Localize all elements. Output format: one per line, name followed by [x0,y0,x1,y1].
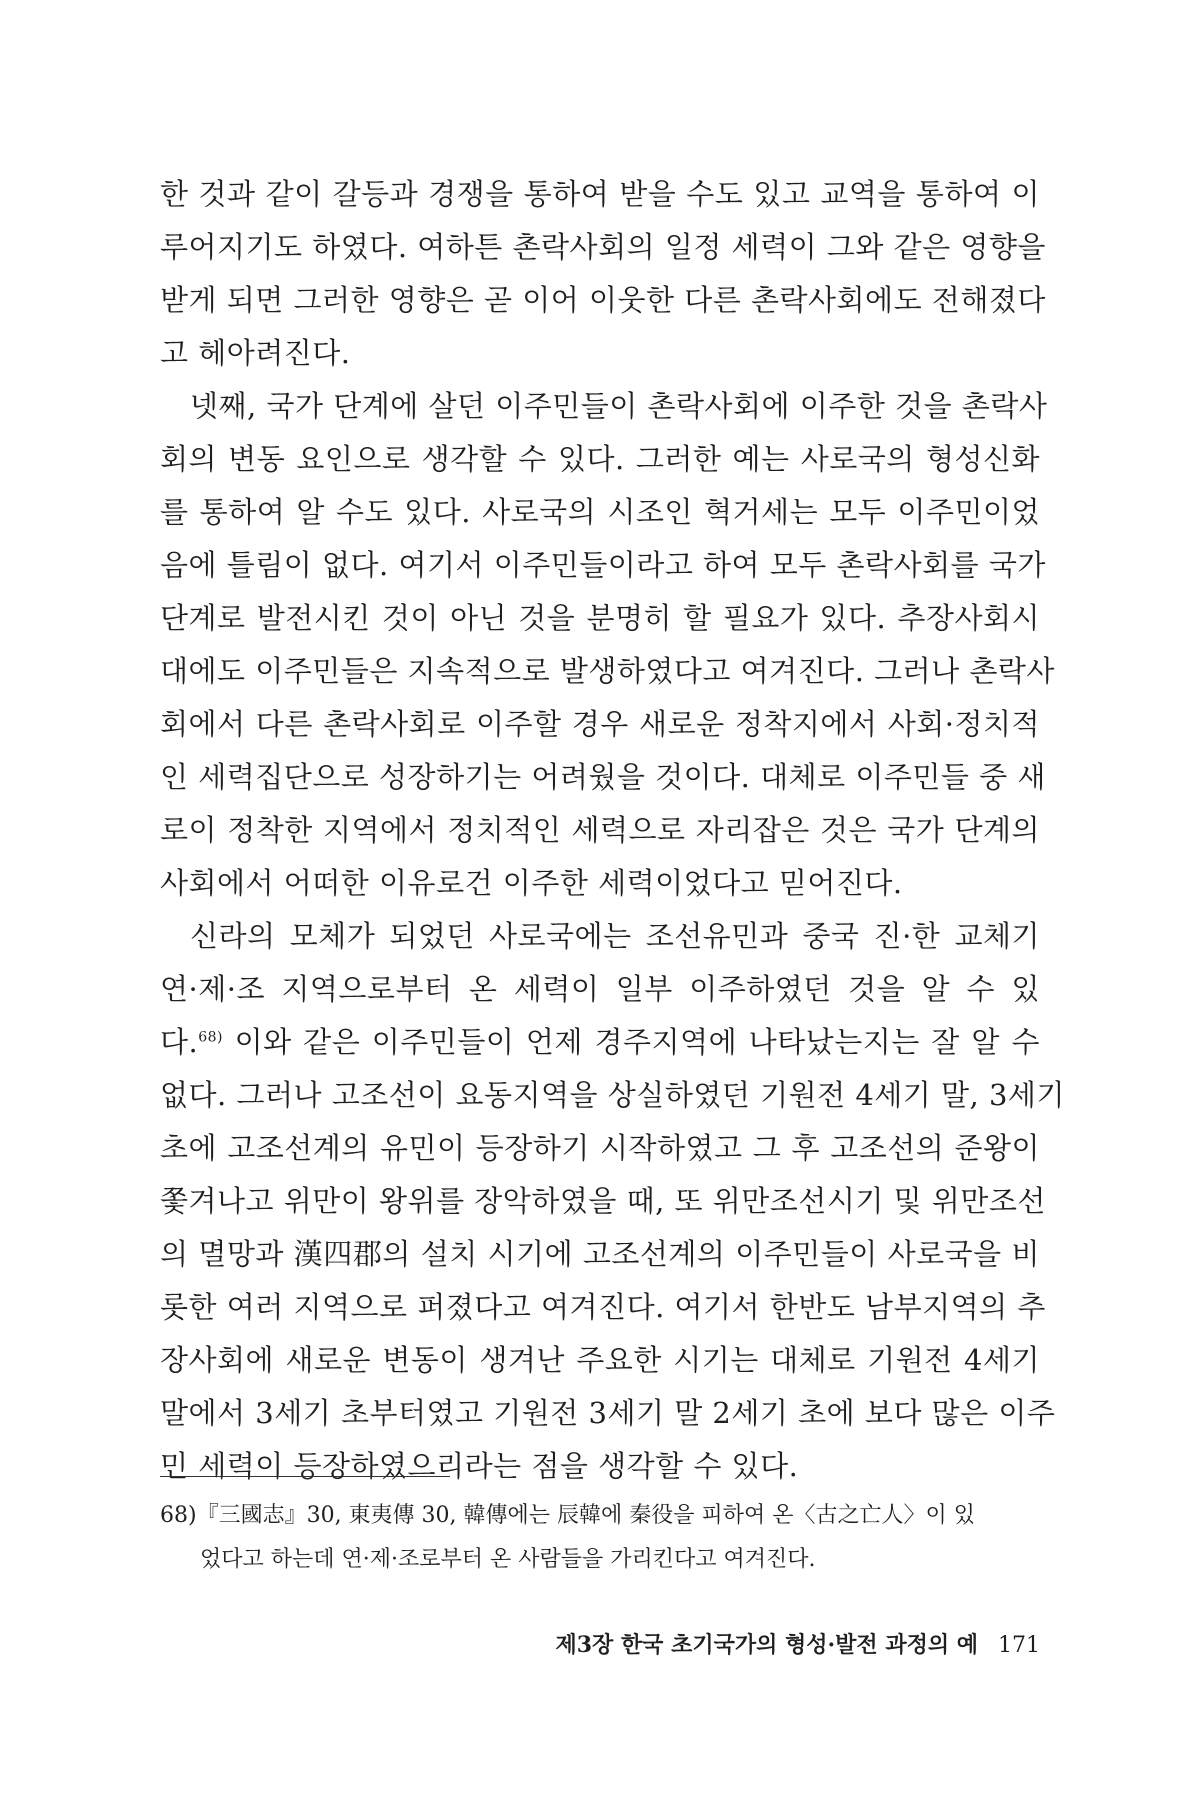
footnote-reference: 68) [198,1029,224,1046]
text-line: 회에서 다른 촌락사회로 이주할 경우 새로운 정착지에서 사회·정치적 [160,707,1040,741]
text-line: 한 것과 같이 갈등과 경쟁을 통하여 받을 수도 있고 교역을 통하여 이 [160,177,1040,211]
footnote-line: 었다고 하는데 연·제·조로부터 온 사람들을 가리킨다고 여겨진다. [200,1547,816,1572]
text-line: 고 헤아려진다. [160,336,351,370]
paragraph-start-line: 신라의 모체가 되었던 사로국에는 조선유민과 중국 진·한 교체기 [190,919,1040,953]
text-line: 초에 고조선계의 유민이 등장하기 시작하였고 그 후 고조선의 준왕이 [160,1131,1040,1165]
footnote-line: 68)『三國志』30, 東夷傳 30, 韓傳에는 辰韓에 秦役을 피하여 온〈古之亡人〉이 있 [160,1503,976,1528]
text-line: 대에도 이주민들은 지속적으로 발생하였다고 여겨진다. 그러나 촌락사 [160,654,1055,688]
text-line: 의 멸망과 漢四郡의 설치 시기에 고조선계의 이주민들이 사로국을 비 [160,1237,1040,1271]
footnote [160,1494,1040,1582]
chapter-title: 제3장 한국 초기국가의 형성·발전 과정의 예 [555,1632,978,1658]
text-line: 를 통하여 알 수도 있다. 사로국의 시조인 혁거세는 모두 이주민이었 [160,495,1040,529]
running-footer [555,1628,1040,1659]
footnote-divider [160,1476,450,1477]
text-line: 장사회에 새로운 변동이 생겨난 주요한 시기는 대체로 기원전 4세기 [160,1343,1040,1377]
text-line: 사회에서 어떠한 이유로건 이주한 세력이었다고 믿어진다. [160,866,903,900]
text-line-with-footnote-ref [160,1016,1040,1069]
text-line: 음에 틀림이 없다. 여기서 이주민들이라고 하여 모두 촌락사회를 국가 [160,548,1046,582]
text-line: 단계로 발전시킨 것이 아닌 것을 분명히 할 필요가 있다. 추장사회시 [160,601,1040,635]
text-line: 받게 되면 그러한 영향은 곧 이어 이웃한 다른 촌락사회에도 전해졌다 [160,283,1046,317]
text-line: 회의 변동 요인으로 생각할 수 있다. 그러한 예는 사로국의 형성신화 [160,442,1040,476]
paragraph-start-line: 넷째, 국가 단계에 살던 이주민들이 촌락사회에 이주한 것을 촌락사 [190,389,1048,423]
text-line: 롯한 여러 지역으로 퍼졌다고 여겨진다. 여기서 한반도 남부지역의 추 [160,1290,1046,1324]
text-fragment: 다. [160,1025,199,1059]
text-fragment: 이와 같은 이주민들이 언제 경주지역에 나타났는지는 잘 알 수 [223,1025,1040,1059]
page-number: 171 [998,1633,1040,1658]
text-line: 로이 정착한 지역에서 정치적인 세력으로 자리잡은 것은 국가 단계의 [160,813,1040,847]
text-line: 없다. 그러나 고조선이 요동지역을 상실하였던 기원전 4세기 말, 3세기 [160,1078,1065,1112]
text-line: 말에서 3세기 초부터였고 기원전 3세기 말 2세기 초에 보다 많은 이주 [160,1396,1056,1430]
text-line: 루어지기도 하였다. 여하튼 촌락사회의 일정 세력이 그와 같은 영향을 [160,230,1046,264]
text-line: 연·제·조 지역으로부터 온 세력이 일부 이주하였던 것을 알 수 있 [160,972,1040,1006]
main-text [160,168,1065,1493]
text-line: 인 세력집단으로 성장하기는 어려웠을 것이다. 대체로 이주민들 중 새 [160,760,1046,794]
text-line: 민 세력이 등장하였으리라는 점을 생각할 수 있다. [160,1449,799,1483]
text-line: 쫓겨나고 위만이 왕위를 장악하였을 때, 또 위만조선시기 및 위만조선 [160,1184,1046,1218]
